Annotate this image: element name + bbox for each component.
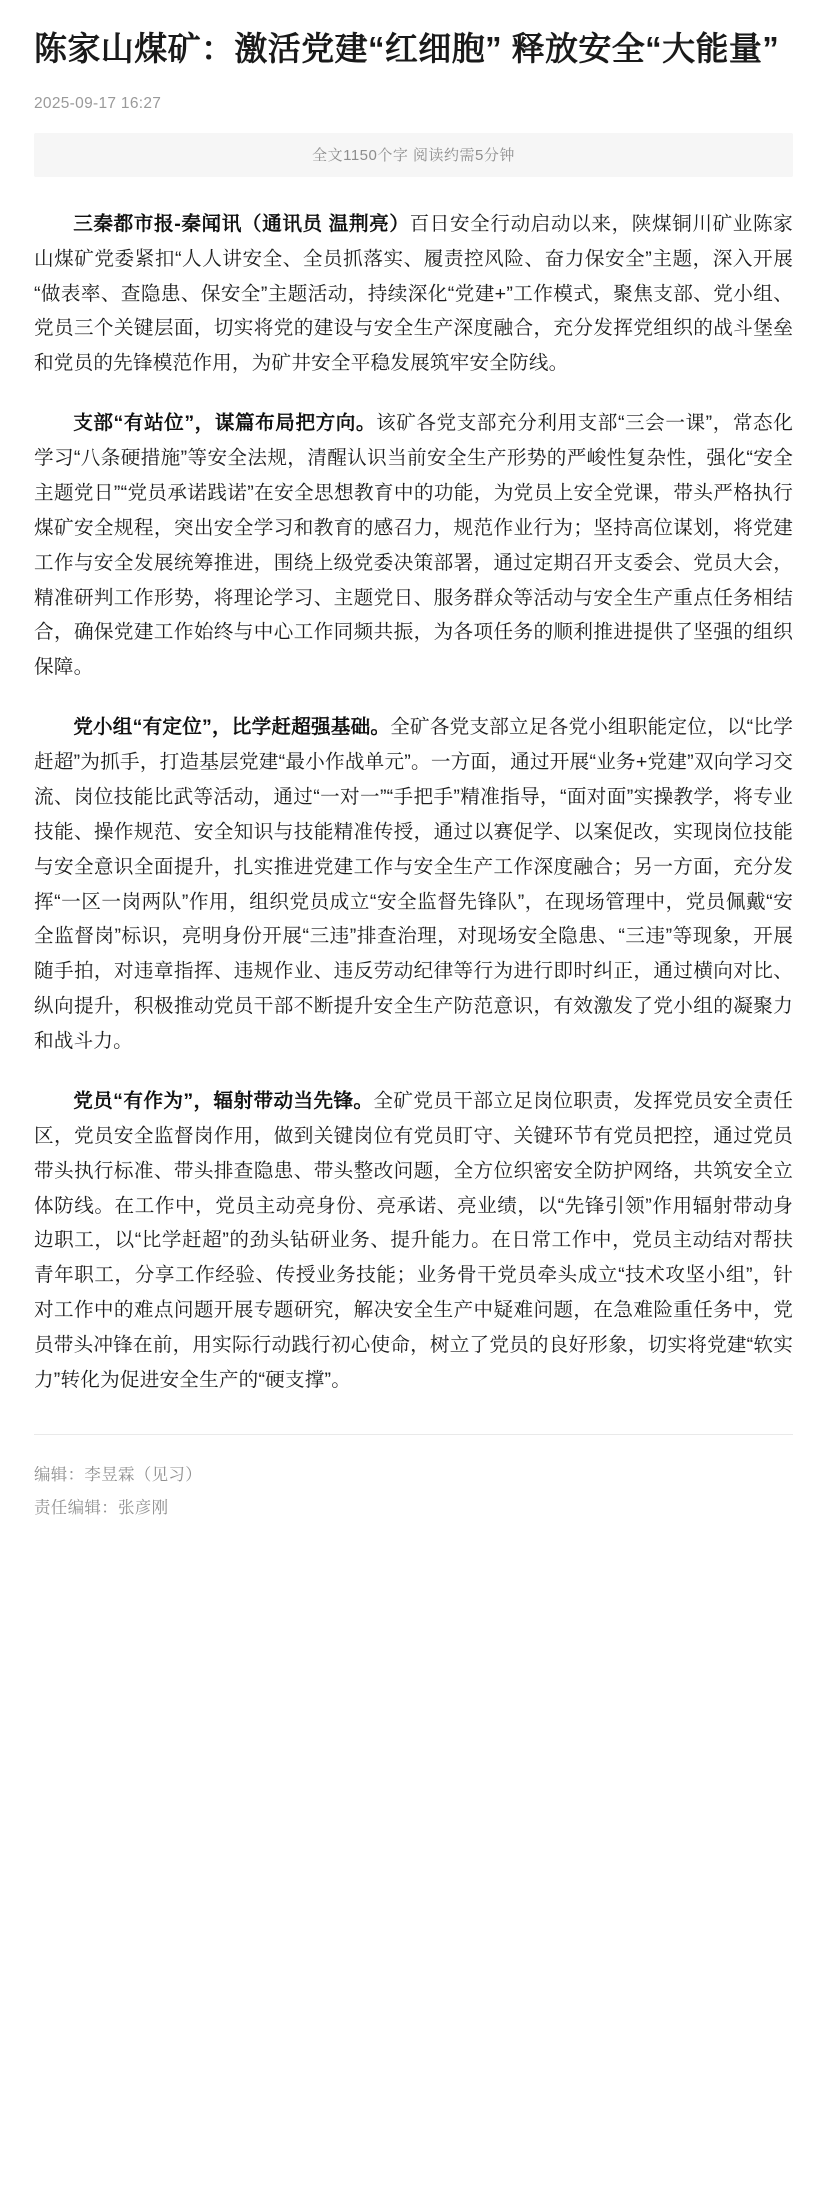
paragraph-lead: 党员“有作为”，辐射带动当先锋。 bbox=[73, 1089, 374, 1112]
article-footer bbox=[0, 1434, 827, 1555]
article-paragraph bbox=[34, 207, 793, 381]
page-title: 陈家山煤矿：激活党建“红细胞” 释放安全“大能量” bbox=[34, 30, 780, 67]
paragraph-text: 该矿各党支部充分利用支部“三会一课”，常态化学习“八条硬措施”等安全法规，清醒认识当前安全生产形势的严峻性复杂性，强化“安全主题党日”“党员承诺践诺”在安全思想教育中的功能，为党员上安全党课，带头严格执行煤矿安全规程，突出安全学习和教育的感召力，规范作业行为；坚持高位谋划，将党建工作与安全发展统筹推进，围绕上级党委决策部署，通过定期召开支委会、党员大会，精准研判工作形势，将理论学习、主题党日、服务群众等活动与安全生产重点任务相结合，确保党建工作始终与中心工作同频共振，为各项任务的顺利推进提供了坚强的组织保障。 bbox=[34, 412, 793, 679]
paragraph-lead: 三秦都市报-秦闻讯（通讯员 温荆亮） bbox=[73, 212, 410, 235]
article-paragraph bbox=[34, 710, 793, 1059]
paragraph-text: 全矿党员干部立足岗位职责，发挥党员安全责任区，党员安全监督岗作用，做到关键岗位有党员盯守、关键环节有党员把控，通过党员带头执行标准、带头排查隐患、带头整改问题，全方位织密安全防护网络，共筑安全立体防线。在工作中，党员主动亮身份、亮承诺、亮业绩，以“先锋引领”作用辐射带动身边职工，以“比学赶超”的劲头钻研业务、提升能力。在日常工作中，党员主动结对帮扶青年职工，分享工作经验、传授业务技能；业务骨干党员牵头成立“技术攻坚小组”，针对工作中的难点问题开展专题研究，解决安全生产中疑难问题，在急难险重任务中，党员带头冲锋在前，用实际行动践行初心使命，树立了党员的良好形象，切实将党建“软实力”转化为促进安全生产的“硬支撑”。 bbox=[34, 1089, 793, 1391]
chief-editor-credit: 责任编辑：张彦刚 bbox=[34, 1498, 169, 1517]
footer-divider bbox=[34, 1434, 793, 1435]
article-body bbox=[34, 207, 793, 1398]
reading-info-bar bbox=[34, 133, 793, 177]
publish-timestamp: 2025-09-17 16:27 bbox=[34, 94, 162, 112]
paragraph-lead: 党小组“有定位”，比学赶超强基础。 bbox=[73, 716, 391, 739]
paragraph-text: 百日安全行动启动以来，陕煤铜川矿业陈家山煤矿党委紧扣“人人讲安全、全员抓落实、履责控风险、奋力保安全”主题，深入开展“做表率、查隐患、保安全”主题活动，持续深化“党建+”工作模式，聚焦支部、党小组、党员三个关键层面，切实将党的建设与安全生产深度融合，充分发挥党组织的战斗堡垒和党员的先锋模范作用，为矿井安全平稳发展筑牢安全防线。 bbox=[34, 212, 793, 375]
editor-credit: 编辑：李昱霖（见习） bbox=[34, 1465, 202, 1484]
article-paragraph bbox=[34, 406, 793, 685]
article-paragraph bbox=[34, 1084, 793, 1398]
paragraph-lead: 支部“有站位”，谋篇布局把方向。 bbox=[73, 412, 377, 435]
paragraph-text: 全矿各党支部立足各党小组职能定位，以“比学赶超”为抓手，打造基层党建“最小作战单元”。一方面，通过开展“业务+党建”双向学习交流、岗位技能比武等活动，通过“一对一”“手把手”精准指导，“面对面”实操教学，将专业技能、操作规范、安全知识与技能精准传授，通过以赛促学、以案促改，实现岗位技能与安全意识全面提升，扎实推进党建工作与安全生产工作深度融合；另一方面，充分发挥“一区一岗两队”作用，组织党员成立“安全监督先锋队”，在现场管理中，党员佩戴“安全监督岗”标识，亮明身份开展“三违”排查治理，对现场安全隐患、“三违”等现象，开展随手拍，对违章指挥、违规作业、违反劳动纪律等行为进行即时纠正，通过横向对比、纵向提升，积极推动党员干部不断提升安全生产防范意识，有效激发了党小组的凝聚力和战斗力。 bbox=[34, 716, 793, 1053]
reading-info-text: 全文1150个字 阅读约需5分钟 bbox=[312, 147, 515, 165]
